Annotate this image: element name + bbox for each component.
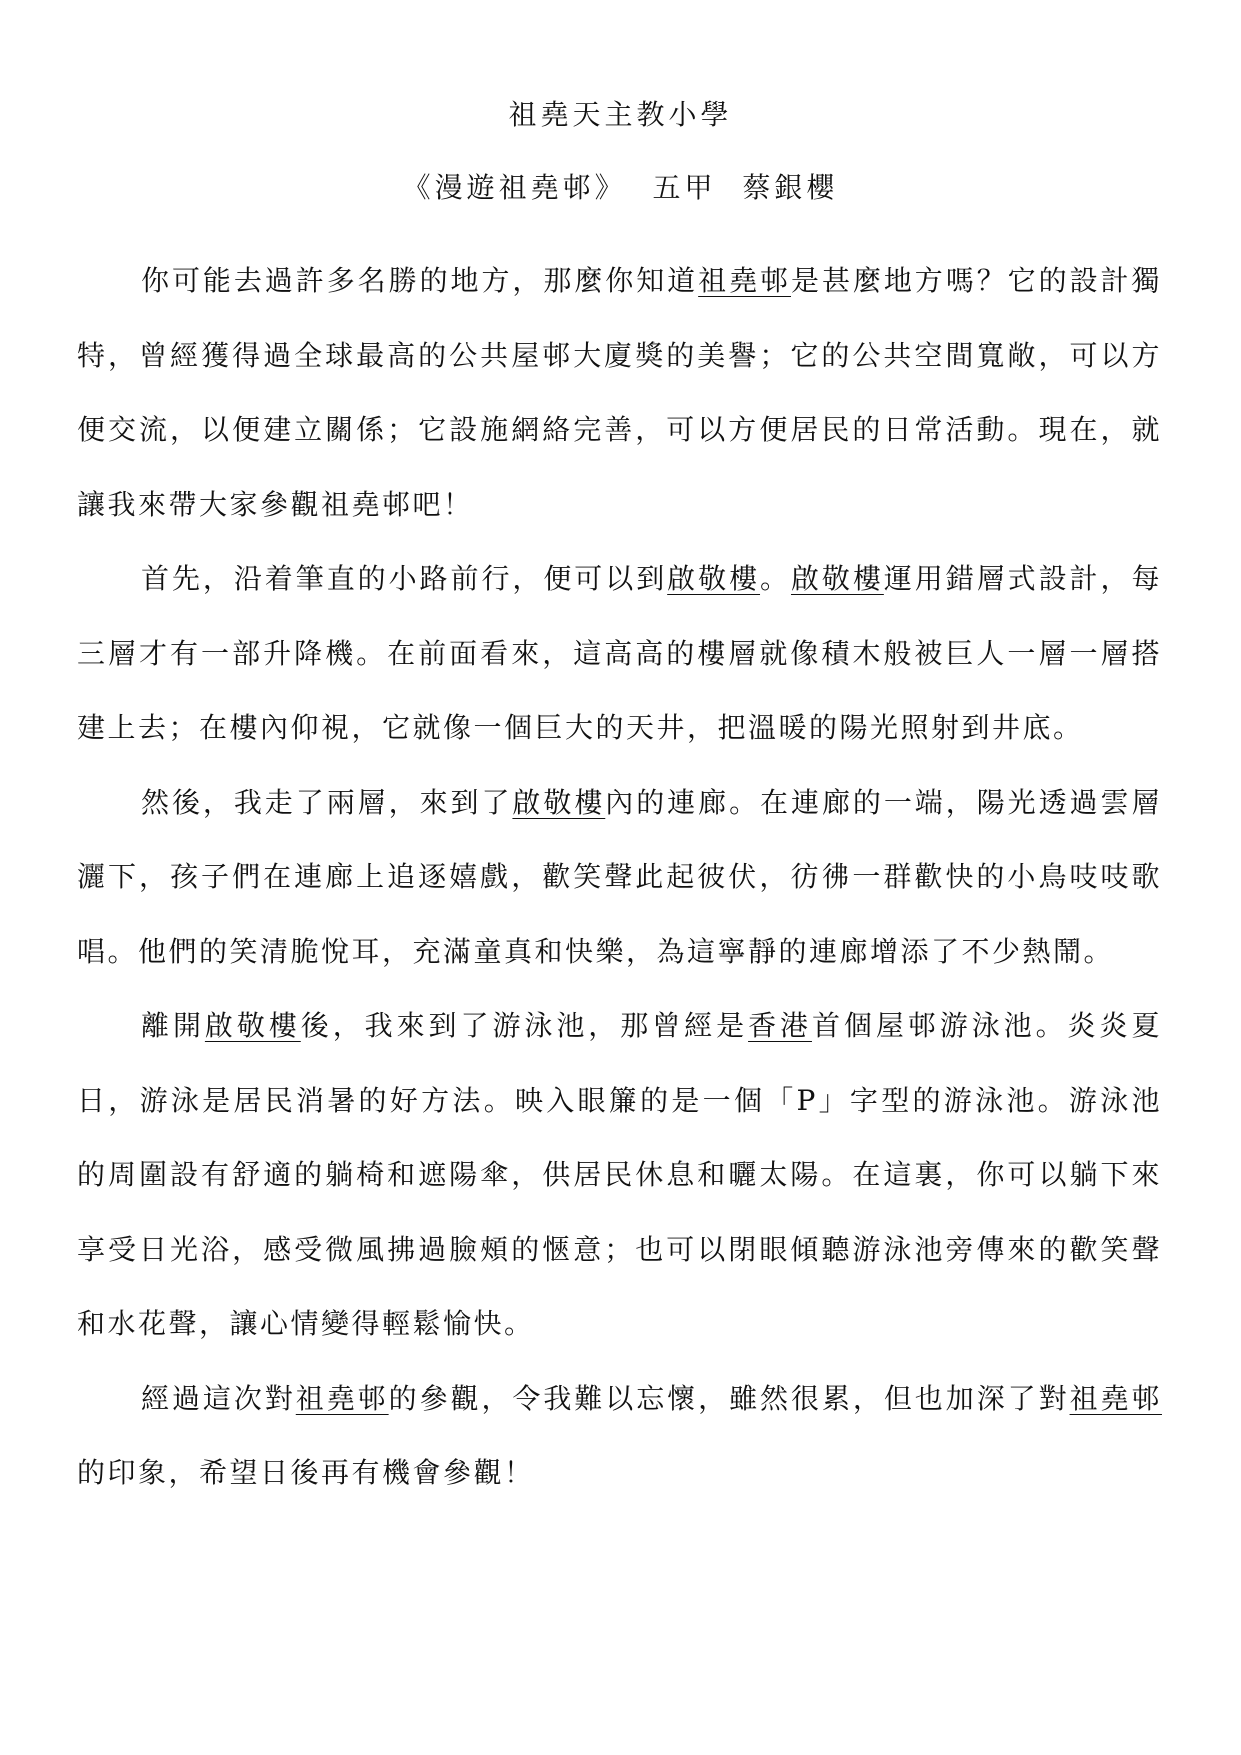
essay-paragraph xyxy=(77,1362,1162,1511)
paragraph-text: 你可能去過許多名勝的地方，那麼你知道 xyxy=(141,264,699,297)
essay-paragraph xyxy=(77,766,1162,990)
underlined-proper-noun: 祖堯邨 xyxy=(698,264,791,297)
class-name: 五甲 xyxy=(652,171,717,204)
underlined-proper-noun: 啟敬樓 xyxy=(512,785,606,819)
paragraph-text: 運用錯層式設計，每三層才有一部升降機。在前面看來，這高高的樓層就像積木般被巨人一層一層搭建上去；在樓內仰視，它就像一個巨大的天井，把溫暖的陽光照射到井底。 xyxy=(77,562,1162,744)
essay-body xyxy=(77,244,1162,1511)
paragraph-text: 離開 xyxy=(141,1009,205,1042)
paragraph-text: 經過這次對 xyxy=(141,1381,296,1415)
author-name: 蔡銀櫻 xyxy=(742,171,839,204)
underlined-proper-noun: 祖堯邨 xyxy=(1069,1381,1162,1415)
paragraph-text: 首先，沿着筆直的小路前行，便可以到 xyxy=(141,562,668,595)
paragraph-text: 然後，我走了兩層，來到了 xyxy=(141,785,513,819)
essay-paragraph xyxy=(77,244,1162,542)
paragraph-text: 內的連廊。在連廊的一端，陽光透過雲層灑下，孩子們在連廊上追逐嬉戲，歡笑聲此起彼伏，彷彿一群歡快的小鳥吱吱歌唱。他們的笑清脆悅耳，充滿童真和快樂，為這寧靜的連廊增添了不少熱鬧。 xyxy=(77,785,1162,968)
underlined-proper-noun: 祖堯邨 xyxy=(295,1381,389,1415)
paragraph-text: 的參觀，令我難以忘懷，雖然很累，但也加深了對 xyxy=(388,1381,1070,1415)
paragraph-text: 是甚麼地方嗎？它的設計獨特，曾經獲得過全球最高的公共屋邨大廈獎的美譽；它的公共空間寬敞，可以方便交流，以便建立關係；它設施網絡完善，可以方便居民的日常活動。現在，就讓我來帶大家參觀祖堯邨吧！ xyxy=(77,264,1162,521)
school-name: 祖堯天主教小學 xyxy=(508,98,733,131)
paragraph-text: 的印象，希望日後再有機會參觀！ xyxy=(77,1456,535,1489)
underlined-proper-noun: 啟敬樓 xyxy=(667,562,761,595)
paragraph-text: 後，我來到了游泳池，那曾經是 xyxy=(300,1009,749,1042)
essay-paragraph xyxy=(77,989,1162,1362)
essay-title: 《漫遊祖堯邨》 xyxy=(402,171,627,204)
essay-paragraph xyxy=(77,542,1162,766)
underlined-proper-noun: 啟敬樓 xyxy=(204,1009,301,1042)
essay-heading xyxy=(0,168,1241,208)
paragraph-text: 首個屋邨游泳池。炎炎夏日，游泳是居民消暑的好方法。映入眼簾的是一個「P」字型的游泳池。游泳池的周圍設有舒適的躺椅和遮陽傘，供居民休息和曬太陽。在這裏，你可以躺下來享受日光浴，感受微風拂過臉頰的愜意；也可以閉眼傾聽游泳池旁傳來的歡笑聲和水花聲，讓心情變得輕鬆愉快。 xyxy=(77,1009,1162,1340)
underlined-proper-noun: 香港 xyxy=(748,1009,812,1042)
underlined-proper-noun: 啟敬樓 xyxy=(790,562,884,595)
paragraph-text: 。 xyxy=(760,562,791,595)
